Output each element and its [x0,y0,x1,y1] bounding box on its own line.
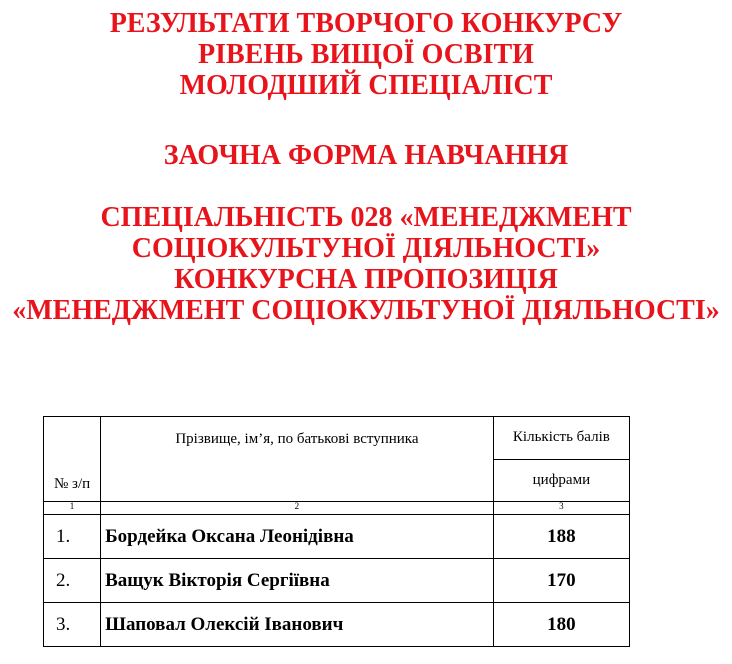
applicant-name: Шаповал Олексій Іванович [101,603,494,647]
row-number: 2. [44,559,101,603]
study-form-line: ЗАОЧНА ФОРМА НАВЧАННЯ [163,140,569,171]
header-number: № з/п [44,417,101,502]
row-number: 1. [44,515,101,559]
study-form-heading [0,140,732,171]
title-line-2: РІВЕНЬ ВИЩОЇ ОСВІТИ [198,39,534,70]
proposal-line-1: КОНКУРСНА ПРОПОЗИЦІЯ [174,264,558,295]
header-row [44,417,630,460]
table-row [44,603,630,647]
header-name: Прізвище, ім’я, по батькові вступника [101,417,494,502]
column-index: 1 [44,502,101,515]
applicant-name: Ващук Вікторія Сергіївна [101,559,494,603]
column-index: 3 [493,502,629,515]
specialty-line-2: СОЦІОКУЛЬТУНОЇ ДІЯЛЬНОСТІ» [131,233,601,264]
column-index: 2 [101,502,494,515]
applicant-score: 188 [493,515,629,559]
results-heading [0,8,732,101]
header-score-group: Кількість балів [493,417,629,460]
specialty-heading [0,202,732,326]
title-line-1: РЕЗУЛЬТАТИ ТВОРЧОГО КОНКУРСУ [109,8,623,39]
table-row [44,559,630,603]
row-number: 3. [44,603,101,647]
header-score-digits: цифрами [493,459,629,502]
title-line-3: МОЛОДШИЙ СПЕЦІАЛІСТ [179,70,553,101]
proposal-line-2: «МЕНЕДЖМЕНТ СОЦІОКУЛЬТУНОЇ ДІЯЛЬНОСТІ» [12,295,720,326]
applicant-name: Бордейка Оксана Леонідівна [101,515,494,559]
column-index-row [44,502,630,515]
results-table [43,416,630,647]
applicant-score: 170 [493,559,629,603]
table-row [44,515,630,559]
specialty-line-1: СПЕЦІАЛЬНІСТЬ 028 «МЕНЕДЖМЕНТ [100,202,632,233]
applicant-score: 180 [493,603,629,647]
